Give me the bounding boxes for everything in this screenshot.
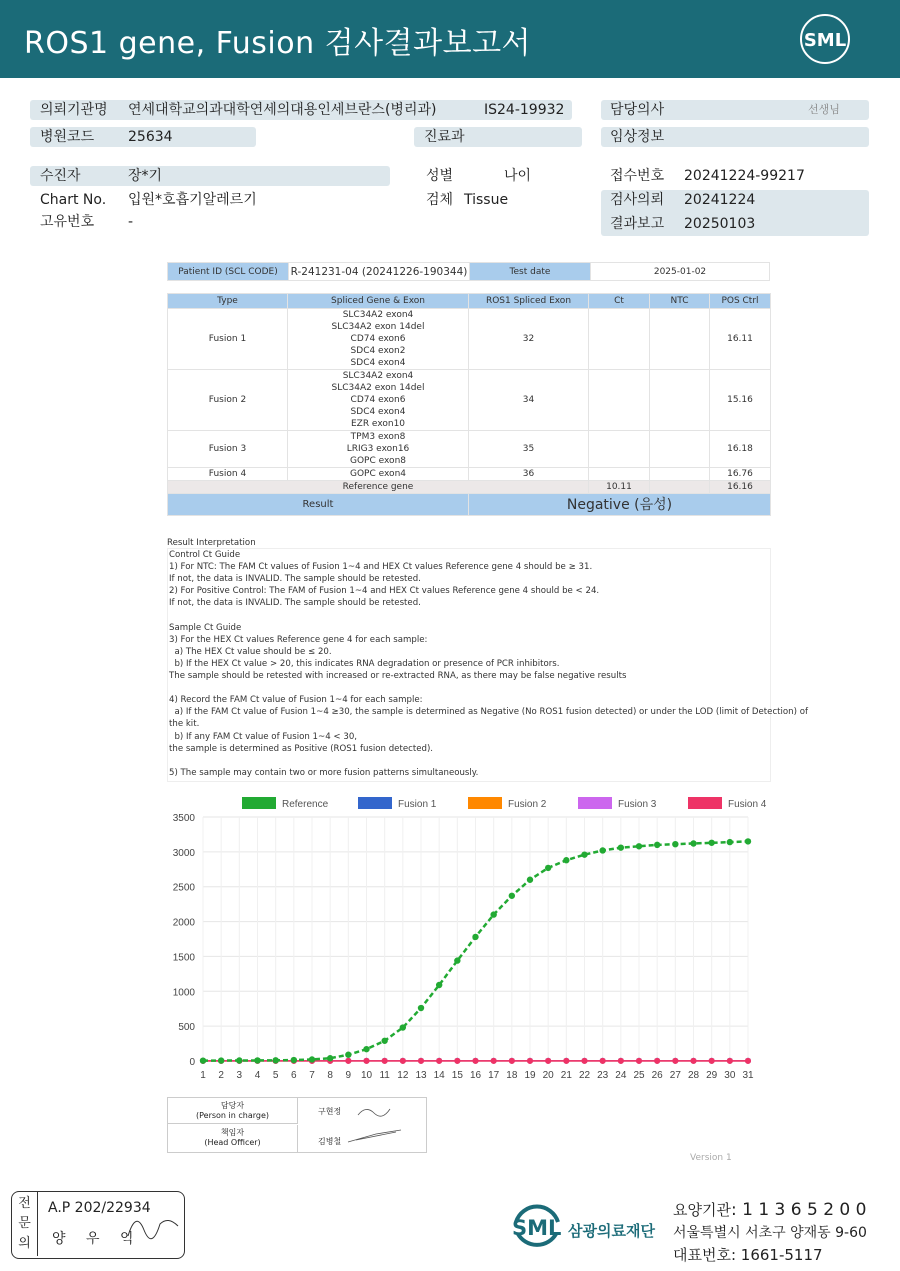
ntc-value	[650, 431, 710, 468]
doctor-suffix: 선생님	[808, 103, 840, 116]
gene: SLC34A2 exon4	[342, 310, 414, 320]
data-point	[672, 1058, 678, 1064]
patient-id-value: R-241231-04 (20241226-190344)	[289, 263, 470, 281]
data-point	[727, 1058, 733, 1064]
y-tick-label: 500	[178, 1022, 195, 1034]
data-point	[581, 851, 587, 857]
x-tick-label: 6	[291, 1070, 297, 1081]
gene: GOPC exon8	[350, 456, 406, 466]
person-label	[168, 1098, 298, 1124]
gene-list	[288, 468, 469, 481]
result-date-label: 결과보고	[610, 216, 665, 232]
x-tick-label: 11	[379, 1070, 390, 1081]
ntc-value	[650, 468, 710, 481]
x-tick-label: 12	[397, 1070, 409, 1081]
data-point	[490, 911, 496, 917]
interpretation-title: Result Interpretation	[167, 538, 256, 548]
gene: SLC34A2 exon4	[342, 371, 414, 381]
data-point	[491, 1058, 497, 1064]
fusion-type: Fusion 3	[168, 431, 288, 468]
data-point	[545, 1058, 551, 1064]
x-tick-label: 29	[706, 1070, 718, 1081]
legend-swatch	[688, 797, 722, 809]
data-point	[309, 1056, 315, 1062]
data-point	[636, 843, 642, 849]
unique-value: -	[128, 214, 134, 230]
col-header: NTC	[650, 294, 710, 309]
x-tick-label: 26	[651, 1070, 663, 1081]
data-point	[654, 1058, 660, 1064]
fusion-type: Fusion 1	[168, 309, 288, 370]
data-point	[472, 934, 478, 940]
y-tick-label: 0	[189, 1057, 195, 1068]
data-point	[582, 1058, 588, 1064]
data-point	[654, 842, 660, 848]
legend-label: Reference	[282, 799, 329, 810]
interpretation-line: a) The HEX Ct value should be ≤ 20.	[169, 646, 332, 657]
hospital-code-label: 병원코드	[40, 129, 95, 145]
gene: SDC4 exon4	[350, 358, 406, 368]
x-tick-label: 14	[433, 1070, 445, 1081]
legend-swatch	[242, 797, 276, 809]
interpretation-line: 1) For NTC: The FAM Ct values of Fusion 1~4 and HEX Ct values Reference gene 4 should be ≥ 31.	[169, 562, 593, 573]
x-tick-label: 25	[633, 1070, 645, 1081]
data-point	[254, 1057, 260, 1063]
person-signature	[356, 1101, 396, 1121]
gene: TPM3 exon8	[350, 432, 406, 442]
head-name: 김병철	[318, 1137, 342, 1146]
legend-swatch	[358, 797, 392, 809]
x-tick-label: 9	[345, 1070, 352, 1081]
x-tick-label: 20	[542, 1070, 554, 1081]
data-point	[363, 1046, 369, 1052]
interpretation-line: 3) For the HEX Ct values Reference gene 4 for each sample:	[169, 634, 428, 645]
chart-label: Chart No.	[40, 192, 107, 208]
legend-swatch	[468, 797, 502, 809]
data-point	[364, 1058, 370, 1064]
gene: EZR exon10	[350, 419, 406, 429]
head-signature	[346, 1126, 406, 1146]
ros1-exon: 35	[469, 431, 589, 468]
pos-ctrl-value: 15.16	[710, 370, 771, 431]
x-tick-label: 16	[469, 1070, 482, 1081]
head-label	[168, 1125, 298, 1152]
interpretation-line	[169, 610, 770, 622]
x-tick-label: 13	[415, 1070, 427, 1081]
specimen-value: Tissue	[464, 192, 509, 208]
data-point	[509, 893, 515, 899]
reference-label: Reference gene	[168, 481, 589, 494]
data-point	[454, 957, 460, 963]
data-point	[418, 1058, 424, 1064]
head-label-ko: 책임자	[220, 1128, 245, 1137]
legend-label: Fusion 2	[508, 799, 547, 810]
x-tick-label: 27	[669, 1070, 681, 1081]
footer-line1	[673, 1199, 866, 1220]
interpretation-line: 2) For Positive Control: The FAM of Fusion 1~4 and HEX Ct values Reference gene 4 should be < 24.	[169, 586, 600, 597]
data-point	[345, 1052, 351, 1058]
ros1-exon: 34	[469, 370, 589, 431]
data-point	[436, 1058, 442, 1064]
specialist-stamp	[11, 1191, 185, 1259]
reference-ntc	[650, 481, 710, 494]
data-point	[727, 839, 733, 845]
footer-line3-value: : 1661-5117	[730, 1246, 823, 1264]
x-tick-label: 4	[254, 1070, 261, 1081]
data-point	[236, 1057, 242, 1063]
x-tick-label: 31	[742, 1070, 754, 1081]
stamp-char: 전	[18, 1196, 31, 1211]
person-label-ko: 담당자	[220, 1101, 245, 1110]
footer-line1-label: 요양기관	[673, 1201, 731, 1219]
y-tick-label: 3500	[172, 813, 195, 824]
stamp-line1: A.P 202/22934	[48, 1200, 151, 1216]
x-tick-label: 17	[488, 1070, 500, 1081]
amplification-chart	[160, 790, 770, 1090]
doctor-label: 담당의사	[610, 102, 665, 118]
x-tick-label: 5	[272, 1070, 279, 1081]
gene: SLC34A2 exon 14del	[331, 383, 425, 393]
data-point	[218, 1057, 224, 1063]
interpretation-line: 4) Record the FAM Ct value of Fusion 1~4 for each sample:	[169, 695, 423, 706]
fusion-type: Fusion 4	[168, 468, 288, 481]
ct-value	[589, 309, 650, 370]
col-header: Ct	[589, 294, 650, 309]
col-header: POS Ctrl	[710, 294, 771, 309]
x-tick-label: 28	[687, 1070, 700, 1081]
data-point	[563, 1058, 569, 1064]
col-header: Type	[168, 294, 288, 309]
interpretation-line: 5) The sample may contain two or more fusion patterns simultaneously.	[169, 767, 479, 778]
y-tick-label: 3000	[172, 847, 195, 859]
interpretation-line: The sample should be retested with increased or re-extracted RNA, as there may be false negative results	[169, 671, 627, 682]
interpretation-line: If not, the data is INVALID. The sample should be retested.	[169, 598, 421, 609]
result-row	[168, 494, 771, 516]
y-tick-label: 1000	[172, 987, 195, 999]
unique-label: 고유번호	[40, 214, 95, 230]
gene: LRIG3 exon16	[346, 444, 410, 454]
ct-value	[589, 468, 650, 481]
interpretation	[167, 537, 808, 779]
x-tick-label: 2	[218, 1070, 224, 1081]
data-point	[454, 1058, 460, 1064]
version-label: Version 1	[690, 1153, 732, 1163]
data-point	[745, 1058, 751, 1064]
interpretation-line: If not, the data is INVALID. The sample should be retested.	[169, 574, 421, 585]
data-point	[709, 1058, 715, 1064]
x-tick-label: 30	[724, 1070, 736, 1081]
gene: SDC4 exon2	[350, 346, 406, 356]
stamp-signature	[124, 1206, 182, 1246]
ros1-exon: 36	[469, 468, 589, 481]
test-date-label: Test date	[470, 263, 591, 281]
request-value: 20241224	[684, 192, 756, 208]
data-point	[381, 1038, 387, 1044]
result-value: Negative (음성)	[469, 494, 771, 516]
data-point	[745, 838, 751, 844]
interpretation-line: the kit.	[169, 719, 200, 730]
request-label: 검사의뢰	[610, 192, 665, 208]
sample-id-table	[167, 262, 770, 281]
ntc-value	[650, 370, 710, 431]
data-point	[618, 844, 624, 850]
stamp-line2: 양 우 익	[52, 1231, 142, 1247]
gene-list	[288, 431, 469, 468]
pos-ctrl-value: 16.18	[710, 431, 771, 468]
table-row	[168, 468, 771, 481]
footer-line3	[673, 1244, 823, 1265]
head-label-en: (Head Officer)	[204, 1138, 261, 1147]
x-tick-label: 3	[236, 1070, 243, 1081]
gene-list	[288, 370, 469, 431]
result-label: Result	[168, 494, 469, 516]
footer-org-name: 삼광의료재단	[568, 1222, 655, 1240]
fusion-type: Fusion 2	[168, 370, 288, 431]
pos-ctrl-value: 16.76	[710, 468, 771, 481]
data-point	[708, 840, 714, 846]
patient-value: 장*기	[128, 168, 163, 184]
data-point	[327, 1055, 333, 1061]
ct-value	[589, 431, 650, 468]
interpretation-line	[169, 682, 770, 694]
x-tick-label: 8	[327, 1070, 333, 1081]
legend-label: Fusion 1	[398, 799, 437, 810]
data-point	[291, 1057, 297, 1063]
ct-value	[589, 370, 650, 431]
interpretation-lines	[167, 549, 808, 779]
gene-list	[288, 309, 469, 370]
data-point	[691, 1058, 697, 1064]
data-point	[599, 847, 605, 853]
x-tick-label: 24	[615, 1070, 627, 1081]
gene: CD74 exon6	[350, 334, 406, 344]
ntc-value	[650, 309, 710, 370]
x-tick-label: 19	[524, 1070, 536, 1081]
hospital-code-value: 25634	[128, 129, 173, 145]
stamp-side	[12, 1192, 38, 1256]
stamp-char: 의	[18, 1236, 31, 1251]
footer-line1-value: : 1 1 3 6 5 2 0 0	[730, 1200, 867, 1220]
sex-label: 성별	[426, 168, 454, 184]
data-point	[600, 1058, 606, 1064]
table-row	[168, 309, 771, 370]
chart-value: 입원*호흡기알레르기	[128, 192, 257, 208]
person-label-en: (Person in charge)	[195, 1111, 270, 1120]
report-title: ROS1 gene, Fusion 검사결과보고서	[24, 26, 532, 61]
receipt-label: 접수번호	[610, 168, 665, 184]
reference-ct: 10.11	[589, 481, 650, 494]
age-label: 나이	[504, 168, 532, 184]
table-row	[168, 370, 771, 431]
data-point	[418, 1005, 424, 1011]
col-header: ROS1 Spliced Exon	[469, 294, 589, 309]
specimen-label: 검체	[426, 192, 454, 208]
y-tick-label: 2500	[172, 882, 195, 894]
data-point	[200, 1057, 206, 1063]
interpretation-line	[169, 755, 770, 767]
dept-label: 진료과	[424, 129, 465, 145]
legend-swatch	[578, 797, 612, 809]
table-row	[168, 431, 771, 468]
reference-row	[168, 481, 771, 494]
interpretation-line: Sample Ct Guide	[169, 622, 242, 633]
interpretation-line: the sample is determined as Positive (ROS1 fusion detected).	[169, 743, 434, 754]
interpretation-line: Control Ct Guide	[169, 550, 241, 561]
data-point	[545, 865, 551, 871]
fusion-table	[167, 293, 771, 516]
gene: SDC4 exon4	[350, 407, 406, 417]
interpretation-line: b) If the HEX Ct value > 20, this indicates RNA degradation or presence of PCR inhibitors.	[169, 658, 560, 669]
legend-label: Fusion 4	[728, 799, 767, 810]
patient-row-bg	[30, 166, 390, 186]
person-name: 구현정	[318, 1107, 342, 1116]
data-point	[636, 1058, 642, 1064]
data-point	[672, 841, 678, 847]
data-point	[400, 1024, 406, 1030]
legend-label: Fusion 3	[618, 799, 657, 810]
gene: GOPC exon4	[350, 469, 406, 479]
data-point	[690, 840, 696, 846]
data-point	[345, 1058, 351, 1064]
col-header: Spliced Gene & Exon	[288, 294, 469, 309]
data-point	[618, 1058, 624, 1064]
data-point	[382, 1058, 388, 1064]
data-point	[527, 1058, 533, 1064]
institution-code: IS24-19932	[484, 102, 565, 118]
sml-logo: SML	[800, 14, 850, 64]
footer-logo	[510, 1200, 564, 1254]
footer-logo-text: SML	[512, 1216, 562, 1240]
x-tick-label: 18	[506, 1070, 518, 1081]
y-tick-label: 1500	[172, 952, 195, 964]
ros1-exon: 32	[469, 309, 589, 370]
data-point	[272, 1057, 278, 1063]
reference-pos: 16.16	[710, 481, 771, 494]
stamp-char: 문	[18, 1216, 31, 1231]
x-tick-label: 22	[578, 1070, 591, 1081]
test-date-value: 2025-01-02	[591, 263, 770, 281]
data-point	[400, 1058, 406, 1064]
x-tick-label: 7	[309, 1070, 315, 1081]
receipt-value: 20241224-99217	[684, 168, 805, 184]
pos-ctrl-value: 16.11	[710, 309, 771, 370]
gene: SLC34A2 exon 14del	[331, 322, 425, 332]
x-tick-label: 23	[597, 1070, 609, 1081]
x-tick-label: 1	[200, 1070, 206, 1081]
data-point	[436, 982, 442, 988]
gene: CD74 exon6	[350, 395, 406, 405]
clinical-label: 임상정보	[610, 129, 665, 145]
institution-value: 연세대학교의과대학연세의대용인세브란스(병리과)	[128, 102, 437, 118]
data-point	[527, 877, 533, 883]
data-point	[563, 857, 569, 863]
x-tick-label: 15	[451, 1070, 463, 1081]
report-header	[0, 0, 900, 78]
footer-address: 서울특별시 서초구 양재동 9-60	[673, 1225, 867, 1241]
patient-label: 수진자	[40, 168, 81, 184]
interpretation-line: b) If any FAM Ct value of Fusion 1~4 < 30,	[169, 731, 358, 742]
y-tick-label: 2000	[172, 917, 195, 929]
x-tick-label: 21	[560, 1070, 572, 1081]
data-point	[509, 1058, 515, 1064]
patient-id-label: Patient ID (SCL CODE)	[168, 263, 289, 281]
x-tick-label: 10	[360, 1070, 373, 1081]
institution-label: 의뢰기관명	[40, 102, 108, 118]
footer-line3-label: 대표번호	[673, 1246, 731, 1264]
data-point	[473, 1058, 479, 1064]
result-date-value: 20250103	[684, 216, 756, 232]
signature-box	[167, 1097, 427, 1153]
interpretation-line: a) If the FAM Ct value of Fusion 1~4 ≥30, the sample is determined as Negative (No ROS1 fusion detected) or under the LOD (limit of Detection) of	[169, 707, 808, 718]
